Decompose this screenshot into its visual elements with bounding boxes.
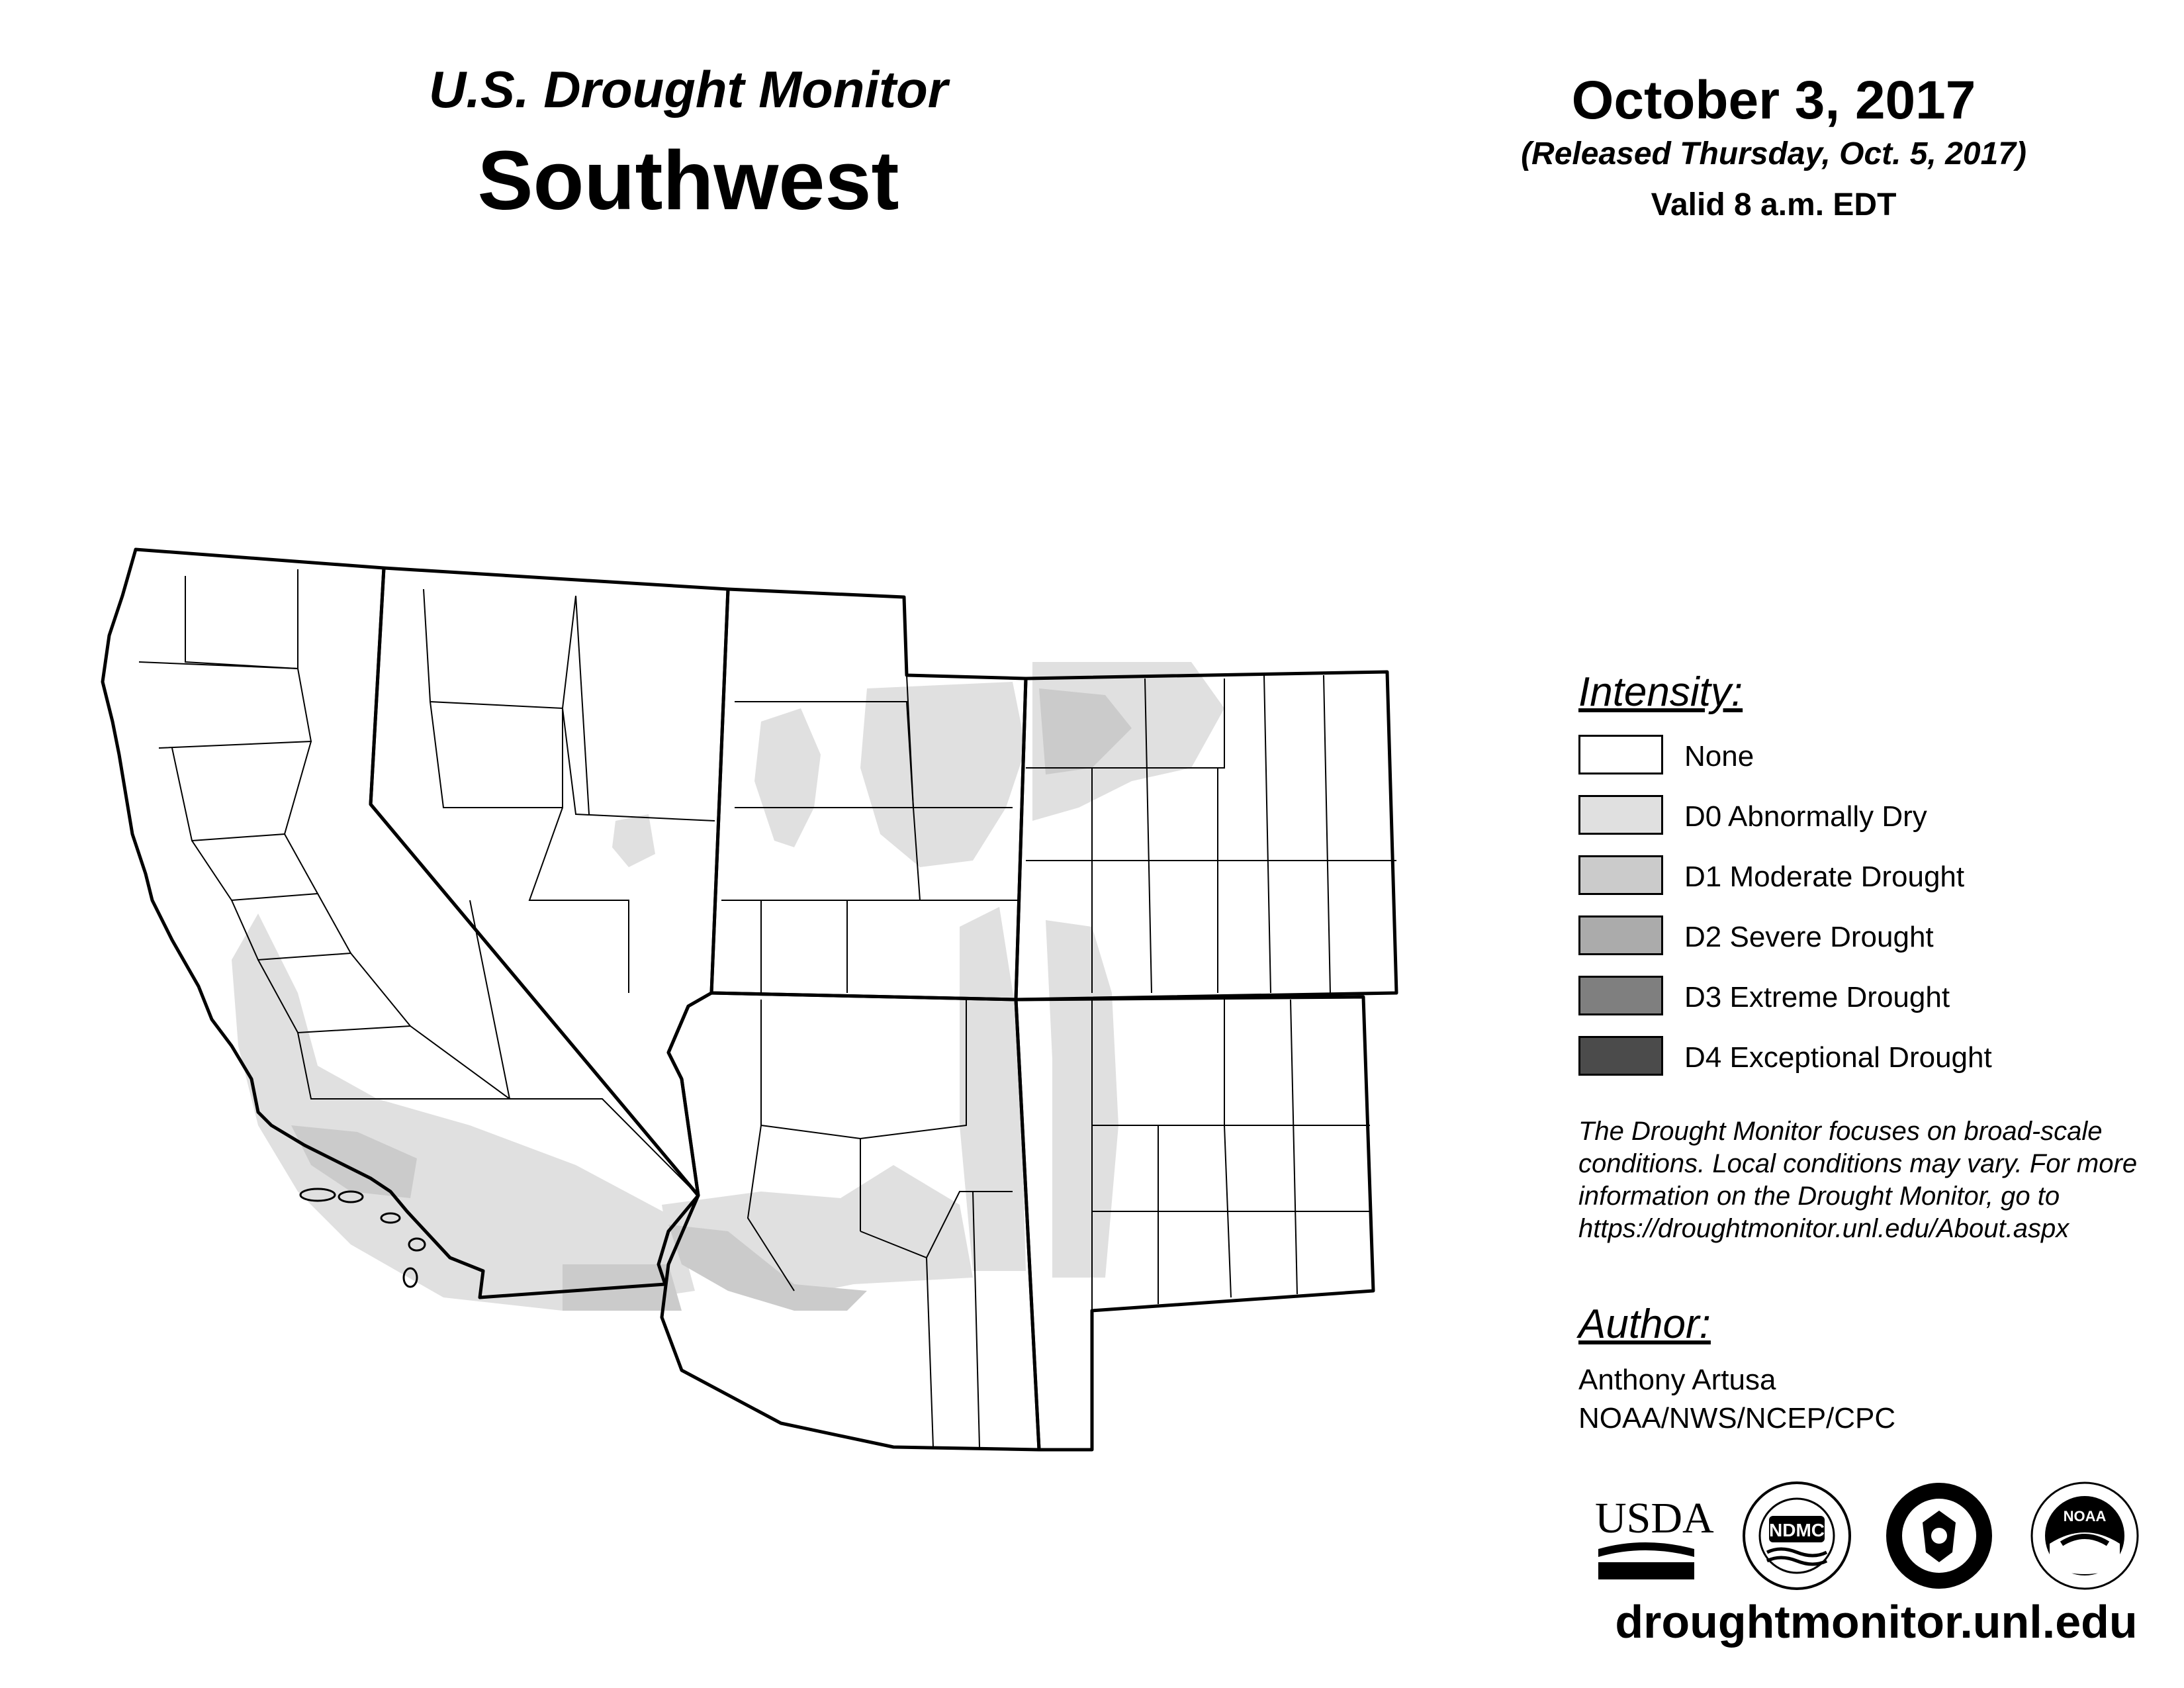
drought-map xyxy=(99,530,1489,1456)
disclaimer-note: The Drought Monitor focuses on broad-scale conditions. Local conditions may vary. For more information on the Drought Monitor, go to https://droughtmonitor.unl.edu/About.aspx xyxy=(1578,1117,2138,1243)
author-org: NOAA/NWS/NCEP/CPC xyxy=(1578,1402,1896,1434)
legend-item-none xyxy=(1578,735,2108,777)
legend-heading: Intensity: xyxy=(1578,669,1743,715)
usda-logo xyxy=(1595,1494,1714,1579)
author-name: Anthony Artusa xyxy=(1578,1364,1776,1396)
map-title: U.S. Drought Monitor xyxy=(428,60,948,118)
legend-swatch xyxy=(1578,855,1663,895)
map-date: October 3, 2017 xyxy=(1571,70,1976,130)
legend-item-d2 xyxy=(1578,915,2108,958)
website-url[interactable]: droughtmonitor.unl.edu xyxy=(1615,1596,2138,1648)
legend-label: D4 Exceptional Drought xyxy=(1684,1041,1992,1074)
legend-swatch xyxy=(1578,795,1663,835)
legend-item-d3 xyxy=(1578,976,2108,1018)
legend-swatch xyxy=(1578,976,1663,1015)
legend-item-d4 xyxy=(1578,1036,2108,1078)
d0-area-utah-east xyxy=(860,682,1026,867)
d0-area-western-new-mexico xyxy=(1046,920,1118,1278)
legend-label: None xyxy=(1684,740,1754,773)
d0-area-southern-california xyxy=(232,914,695,1311)
legend-label: D3 Extreme Drought xyxy=(1684,981,1950,1013)
legend-swatch xyxy=(1578,735,1663,774)
drought-areas xyxy=(232,662,1224,1311)
legend-item-d0 xyxy=(1578,795,2108,837)
d0-area-nevada-patch xyxy=(612,814,655,867)
svg-text:USDA: USDA xyxy=(1595,1494,1714,1542)
legend-item-d1 xyxy=(1578,855,2108,898)
svg-text:NDMC: NDMC xyxy=(1769,1520,1825,1540)
legend-label: D0 Abnormally Dry xyxy=(1684,800,1927,833)
ndmc-logo xyxy=(1744,1483,1850,1589)
partner-logos xyxy=(1578,1470,2174,1602)
svg-text:NOAA: NOAA xyxy=(2063,1508,2107,1524)
legend-label: D2 Severe Drought xyxy=(1684,921,1934,953)
valid-time: Valid 8 a.m. EDT xyxy=(1651,187,1897,222)
author-heading: Author: xyxy=(1578,1301,1711,1347)
legend-swatch xyxy=(1578,915,1663,955)
region-title: Southwest xyxy=(477,134,899,227)
noaa-logo xyxy=(2032,1483,2138,1589)
d0-area-western-utah xyxy=(754,708,821,847)
legend-label: D1 Moderate Drought xyxy=(1684,861,1965,893)
release-date: (Released Thursday, Oct. 5, 2017) xyxy=(1521,136,2026,171)
legend-swatch xyxy=(1578,1036,1663,1076)
nevada-outline xyxy=(371,568,728,1196)
commerce-seal xyxy=(1886,1483,1992,1589)
